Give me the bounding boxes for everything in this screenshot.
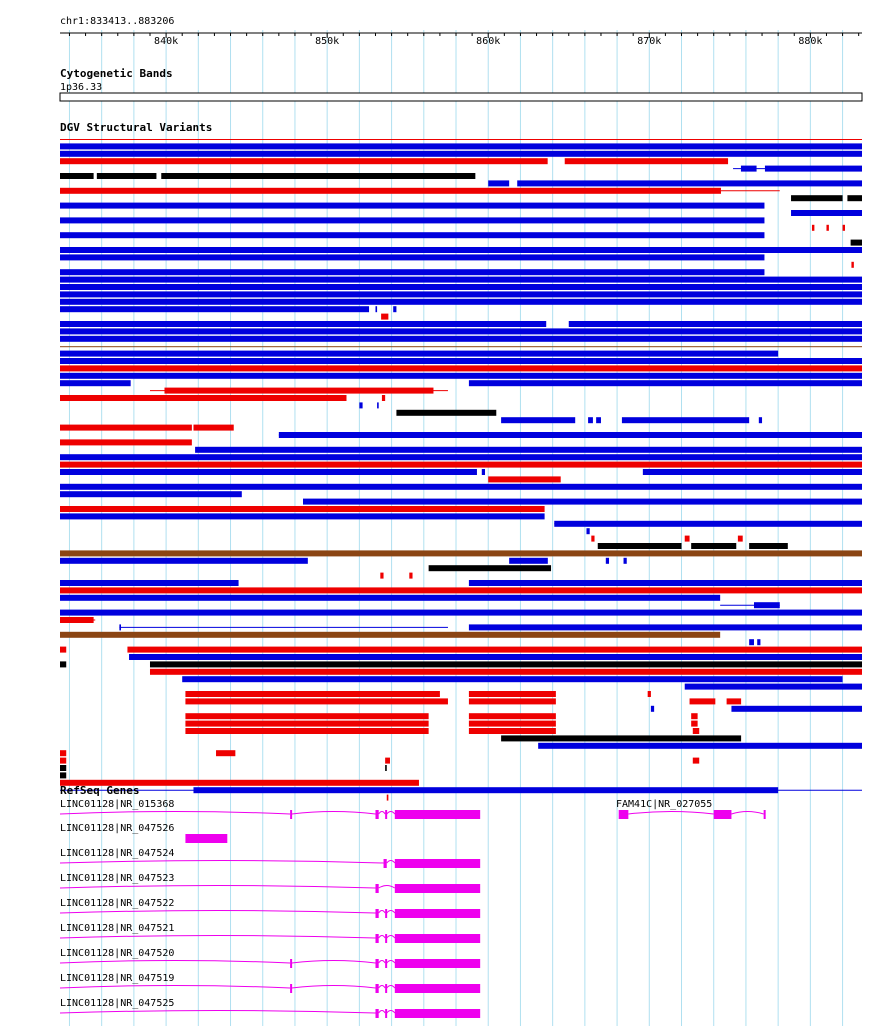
variant-segment — [759, 417, 762, 423]
variant-segment — [60, 506, 545, 512]
variant-segment — [691, 721, 697, 727]
variant-segment — [279, 432, 862, 438]
dgv-variant[interactable] — [60, 277, 862, 283]
dgv-variant[interactable] — [60, 550, 862, 556]
variant-segment — [393, 306, 396, 312]
variant-segment — [60, 595, 720, 601]
variant-segment — [469, 691, 556, 697]
gene-exon — [185, 834, 227, 843]
gene[interactable] — [60, 898, 480, 918]
dgv-variant[interactable] — [381, 314, 388, 320]
variant-segment — [150, 669, 862, 675]
variant-segment — [791, 210, 862, 216]
variant-segment — [648, 691, 651, 697]
variant-segment — [60, 513, 545, 519]
variant-segment — [381, 314, 388, 320]
variant-segment — [826, 225, 828, 231]
dgv-variant[interactable] — [60, 351, 778, 357]
dgv-variant[interactable] — [60, 469, 862, 475]
dgv-variant[interactable] — [60, 306, 396, 312]
variant-segment — [385, 765, 387, 771]
gene[interactable] — [616, 799, 766, 819]
variant-segment — [60, 617, 94, 623]
variant-segment — [396, 410, 496, 416]
gene-exon — [375, 959, 378, 968]
gene-exon — [375, 884, 378, 893]
gene-exon — [395, 1009, 480, 1018]
dgv-variant[interactable] — [60, 143, 862, 149]
variant-segment — [387, 795, 389, 801]
dgv-variant[interactable] — [60, 462, 862, 468]
dgv-variant[interactable] — [185, 691, 650, 697]
variant-segment — [60, 469, 477, 475]
gene-exon — [619, 810, 629, 819]
dgv-variant[interactable] — [60, 291, 862, 297]
variant-segment — [691, 543, 736, 549]
variant-segment — [380, 573, 383, 579]
dgv-variant[interactable] — [150, 669, 862, 675]
gene-exon — [384, 859, 387, 868]
dgv-variant[interactable] — [586, 528, 589, 534]
gene-exon — [395, 934, 480, 943]
variant-segment — [691, 713, 697, 719]
dgv-variant[interactable] — [60, 506, 545, 512]
variant-segment — [60, 151, 862, 157]
dgv-variant[interactable] — [60, 513, 545, 519]
variant-segment — [193, 425, 233, 431]
ruler-tick-label: 850k — [315, 36, 340, 47]
dgv-variant[interactable] — [60, 617, 95, 623]
gene-exon — [290, 810, 292, 819]
variant-segment — [60, 632, 720, 638]
dgv-variant[interactable] — [60, 484, 862, 490]
dgv-variant[interactable] — [303, 499, 862, 505]
dgv-variant[interactable] — [60, 587, 862, 593]
gene-exon — [290, 959, 292, 968]
gene[interactable] — [60, 823, 227, 843]
dgv-variant[interactable] — [185, 728, 699, 734]
variant-segment — [731, 706, 862, 712]
variant-segment — [685, 684, 862, 690]
variant-segment — [60, 291, 862, 297]
dgv-variant[interactable] — [195, 447, 862, 453]
gene-exon — [290, 984, 292, 993]
variant-segment — [791, 195, 843, 201]
variant-segment — [161, 173, 475, 179]
variant-segment — [591, 536, 594, 542]
dgv-track — [60, 121, 862, 801]
variant-segment — [60, 647, 66, 653]
dgv-variant[interactable] — [791, 210, 862, 216]
gene-exon — [395, 884, 480, 893]
variant-segment — [303, 499, 862, 505]
dgv-variant[interactable] — [60, 580, 862, 586]
gene-label: LINC01128|NR_047526 — [60, 823, 175, 834]
gene-label: LINC01128|NR_047525 — [60, 998, 175, 1009]
dgv-variant[interactable] — [60, 787, 862, 793]
gene-exon — [385, 934, 387, 943]
variant-segment — [60, 484, 862, 490]
variant-segment — [382, 395, 385, 401]
gene[interactable] — [60, 973, 480, 993]
variant-segment — [624, 558, 627, 564]
ruler-tick-label: 870k — [637, 36, 662, 47]
dgv-variant[interactable] — [60, 188, 780, 194]
gridlines — [69, 30, 842, 1026]
variant-segment — [765, 166, 862, 172]
cytoband-bar[interactable] — [60, 93, 862, 101]
variant-segment — [60, 558, 308, 564]
variant-segment — [60, 454, 862, 460]
gene[interactable] — [60, 998, 480, 1018]
variant-segment — [60, 758, 66, 764]
variant-segment — [359, 402, 362, 408]
dgv-variant[interactable] — [185, 698, 741, 704]
dgv-variant[interactable] — [60, 765, 387, 771]
variant-segment — [60, 425, 192, 431]
variant-segment — [60, 321, 546, 327]
gene-exon — [385, 959, 387, 968]
dgv-variant[interactable] — [60, 139, 862, 140]
dgv-variant[interactable] — [60, 217, 764, 223]
dgv-variant[interactable] — [60, 151, 862, 157]
dgv-variant[interactable] — [185, 713, 697, 719]
gene-exon — [385, 810, 387, 819]
dgv-variant[interactable] — [60, 558, 627, 564]
gene-exon — [375, 1009, 378, 1018]
locus-label: chr1:833413..883206 — [60, 16, 175, 27]
ruler-ticks — [69, 33, 858, 47]
variant-segment — [60, 299, 862, 305]
dgv-variant[interactable] — [488, 476, 560, 482]
variant-segment — [60, 143, 862, 149]
dgv-variant[interactable] — [598, 543, 788, 549]
dgv-variant[interactable] — [501, 417, 762, 423]
variant-segment — [843, 225, 845, 231]
variant-segment — [60, 610, 862, 616]
gene-exon — [385, 909, 387, 918]
variant-segment — [469, 713, 556, 719]
variant-segment — [129, 654, 862, 660]
variant-segment — [538, 743, 862, 749]
dgv-variant[interactable] — [150, 388, 448, 394]
variant-segment — [482, 469, 485, 475]
variant-segment — [596, 417, 601, 423]
dgv-variant[interactable] — [60, 158, 728, 164]
variant-segment — [60, 277, 862, 283]
variant-segment — [377, 402, 379, 408]
dgv-variant[interactable] — [60, 647, 862, 653]
gene-exon — [375, 934, 378, 943]
gene-exon — [375, 909, 378, 918]
variant-segment — [60, 158, 548, 164]
gene[interactable] — [60, 948, 480, 968]
variant-segment — [517, 180, 862, 186]
variant-segment — [60, 346, 862, 347]
variant-segment — [685, 536, 690, 542]
variant-segment — [60, 365, 862, 371]
variant-segment — [469, 580, 862, 586]
gene-exon — [395, 984, 480, 993]
gene[interactable] — [60, 848, 480, 868]
dgv-variant[interactable] — [60, 772, 66, 778]
variant-segment — [469, 624, 862, 630]
variant-segment — [60, 750, 66, 756]
gene-label: LINC01128|NR_047522 — [60, 898, 175, 909]
variant-segment — [60, 462, 862, 468]
gene-label: FAM41C|NR_027055 — [616, 799, 713, 810]
ruler-track — [60, 16, 862, 47]
dgv-variant[interactable] — [380, 573, 412, 579]
dgv-variant[interactable] — [685, 684, 862, 690]
variant-segment — [469, 698, 556, 704]
variant-segment — [693, 758, 699, 764]
variant-segment — [60, 373, 862, 379]
variant-segment — [643, 469, 862, 475]
cytoband-track — [60, 67, 862, 101]
variant-segment — [501, 735, 741, 741]
variant-segment — [606, 558, 609, 564]
dgv-variant[interactable] — [60, 758, 699, 764]
variant-segment — [185, 713, 428, 719]
dgv-variant[interactable] — [60, 395, 385, 401]
gene-label: LINC01128|NR_047523 — [60, 873, 175, 884]
dgv-variant[interactable] — [812, 225, 845, 231]
gene-exon — [385, 1009, 387, 1018]
gene-exon — [714, 810, 732, 819]
variant-segment — [60, 395, 346, 401]
dgv-variant[interactable] — [387, 795, 389, 801]
variant-segment — [738, 536, 743, 542]
variant-segment — [216, 750, 235, 756]
variant-segment — [60, 284, 862, 290]
variant-segment — [565, 158, 728, 164]
variant-segment — [588, 417, 593, 423]
variant-segment — [757, 639, 760, 645]
gene-exon — [395, 909, 480, 918]
variant-segment — [193, 787, 778, 793]
dgv-variant[interactable] — [279, 432, 862, 438]
variant-segment — [60, 439, 192, 445]
dgv-variant[interactable] — [60, 346, 862, 347]
dgv-variant[interactable] — [501, 735, 741, 741]
variant-segment — [651, 706, 654, 712]
gene-label: LINC01128|NR_047524 — [60, 848, 175, 859]
variant-segment — [60, 765, 66, 771]
dgv-variant[interactable] — [60, 284, 862, 290]
variant-segment — [598, 543, 682, 549]
dgv-variant[interactable] — [129, 654, 862, 660]
variant-segment — [586, 528, 589, 534]
dgv-variant[interactable] — [60, 661, 862, 667]
variant-segment — [150, 661, 862, 667]
refseq-genes — [60, 799, 766, 1018]
gene[interactable] — [60, 799, 480, 819]
variant-segment — [622, 417, 749, 423]
variant-segment — [501, 417, 575, 423]
variant-segment — [185, 721, 428, 727]
dgv-variant[interactable] — [60, 632, 720, 638]
ruler-tick-label: 840k — [154, 36, 179, 47]
variant-segment — [488, 476, 560, 482]
dgv-variant[interactable] — [60, 269, 764, 275]
dgv-variant[interactable] — [651, 706, 862, 712]
gene-exon — [395, 859, 480, 868]
dgv-variant[interactable] — [60, 232, 764, 238]
variant-segment — [60, 188, 721, 194]
dgv-variant[interactable] — [720, 602, 780, 608]
dgv-variant[interactable] — [60, 380, 862, 386]
variant-segment — [690, 698, 716, 704]
dgv-variant[interactable] — [396, 410, 496, 416]
variant-segment — [429, 565, 551, 571]
variant-segment — [60, 269, 764, 275]
variant-segment — [185, 728, 428, 734]
variant-segment — [60, 580, 239, 586]
dgv-variant[interactable] — [60, 454, 862, 460]
dgv-variant[interactable] — [429, 565, 551, 571]
gene-exon — [375, 984, 378, 993]
dgv-variant[interactable] — [359, 402, 378, 408]
gene-exon — [395, 959, 480, 968]
dgv-variant[interactable] — [60, 358, 862, 364]
variant-segment — [60, 247, 862, 253]
dgv-variant[interactable] — [185, 721, 697, 727]
dgv-features — [60, 139, 862, 801]
variant-segment — [469, 380, 862, 386]
gene-exon — [764, 810, 766, 819]
dgv-variant[interactable] — [60, 299, 862, 305]
variant-segment — [469, 728, 556, 734]
variant-segment — [60, 306, 369, 312]
variant-segment — [847, 195, 862, 201]
variant-segment — [851, 262, 853, 268]
variant-segment — [754, 602, 780, 608]
dgv-variant[interactable] — [60, 336, 862, 342]
variant-segment — [375, 306, 377, 312]
cytoband-track-title: Cytogenetic Bands — [60, 67, 173, 80]
variant-segment — [749, 639, 754, 645]
variant-segment — [741, 166, 757, 172]
dgv-variant[interactable] — [733, 166, 862, 172]
variant-segment — [569, 321, 862, 327]
variant-segment — [60, 351, 778, 357]
variant-segment — [812, 225, 814, 231]
dgv-variant[interactable] — [851, 240, 862, 246]
dgv-variant[interactable] — [60, 321, 862, 327]
dgv-variant[interactable] — [60, 373, 862, 379]
gene-label: LINC01128|NR_047520 — [60, 948, 175, 959]
variant-segment — [60, 380, 131, 386]
variant-segment — [469, 721, 556, 727]
dgv-variant[interactable] — [60, 254, 764, 260]
variant-segment — [749, 543, 788, 549]
cytoband-label: 1p36.33 — [60, 82, 103, 93]
variant-segment — [60, 328, 862, 334]
dgv-variant[interactable] — [538, 743, 862, 749]
variant-segment — [60, 661, 66, 667]
dgv-variant[interactable] — [60, 365, 862, 371]
dgv-variant[interactable] — [488, 180, 862, 186]
variant-segment — [185, 691, 439, 697]
dgv-variant[interactable] — [60, 173, 475, 179]
variant-segment — [554, 521, 862, 527]
dgv-variant[interactable] — [60, 595, 720, 601]
variant-segment — [182, 676, 842, 682]
variant-segment — [60, 232, 764, 238]
dgv-variant[interactable] — [791, 195, 862, 201]
dgv-variant[interactable] — [60, 328, 862, 334]
variant-segment — [60, 491, 242, 497]
gene-label: LINC01128|NR_047521 — [60, 923, 175, 934]
dgv-variant[interactable] — [749, 639, 760, 645]
variant-segment — [488, 180, 509, 186]
dgv-variant[interactable] — [60, 610, 862, 616]
variant-segment — [60, 550, 862, 556]
dgv-variant[interactable] — [60, 439, 192, 445]
dgv-variant[interactable] — [60, 750, 235, 756]
variant-segment — [60, 139, 862, 140]
variant-segment — [60, 772, 66, 778]
ruler-tick-label: 880k — [798, 36, 823, 47]
dgv-variant[interactable] — [60, 491, 242, 497]
gene[interactable] — [60, 923, 480, 943]
variant-segment — [851, 240, 862, 246]
gene-exon — [385, 984, 387, 993]
gene-exon — [395, 810, 480, 819]
ruler-tick-label: 860k — [476, 36, 501, 47]
dgv-variant[interactable] — [60, 247, 862, 253]
gene-label: LINC01128|NR_047519 — [60, 973, 175, 984]
gene-exon — [375, 810, 378, 819]
variant-segment — [60, 336, 862, 342]
variant-segment — [509, 558, 548, 564]
variant-segment — [60, 358, 862, 364]
gene-label: LINC01128|NR_015368 — [60, 799, 175, 810]
dgv-variant[interactable] — [851, 262, 853, 268]
variant-segment — [60, 217, 764, 223]
variant-segment — [60, 587, 862, 593]
variant-segment — [119, 624, 121, 630]
gene[interactable] — [60, 873, 480, 893]
dgv-variant[interactable] — [60, 425, 234, 431]
dgv-variant[interactable] — [60, 203, 764, 209]
variant-segment — [693, 728, 699, 734]
variant-segment — [185, 698, 448, 704]
refseq-track-title: RefSeq Genes — [60, 784, 140, 797]
variant-segment — [97, 173, 157, 179]
variant-segment — [164, 388, 433, 394]
dgv-track-title: DGV Structural Variants — [60, 121, 213, 134]
variant-segment — [385, 758, 390, 764]
variant-segment — [195, 447, 862, 453]
variant-segment — [60, 173, 94, 179]
dgv-variant[interactable] — [591, 536, 742, 542]
variant-segment — [727, 698, 741, 704]
dgv-variant[interactable] — [554, 521, 862, 527]
variant-segment — [60, 254, 764, 260]
variant-segment — [60, 203, 764, 209]
variant-segment — [409, 573, 412, 579]
dgv-variant[interactable] — [182, 676, 842, 682]
variant-segment — [127, 647, 862, 653]
